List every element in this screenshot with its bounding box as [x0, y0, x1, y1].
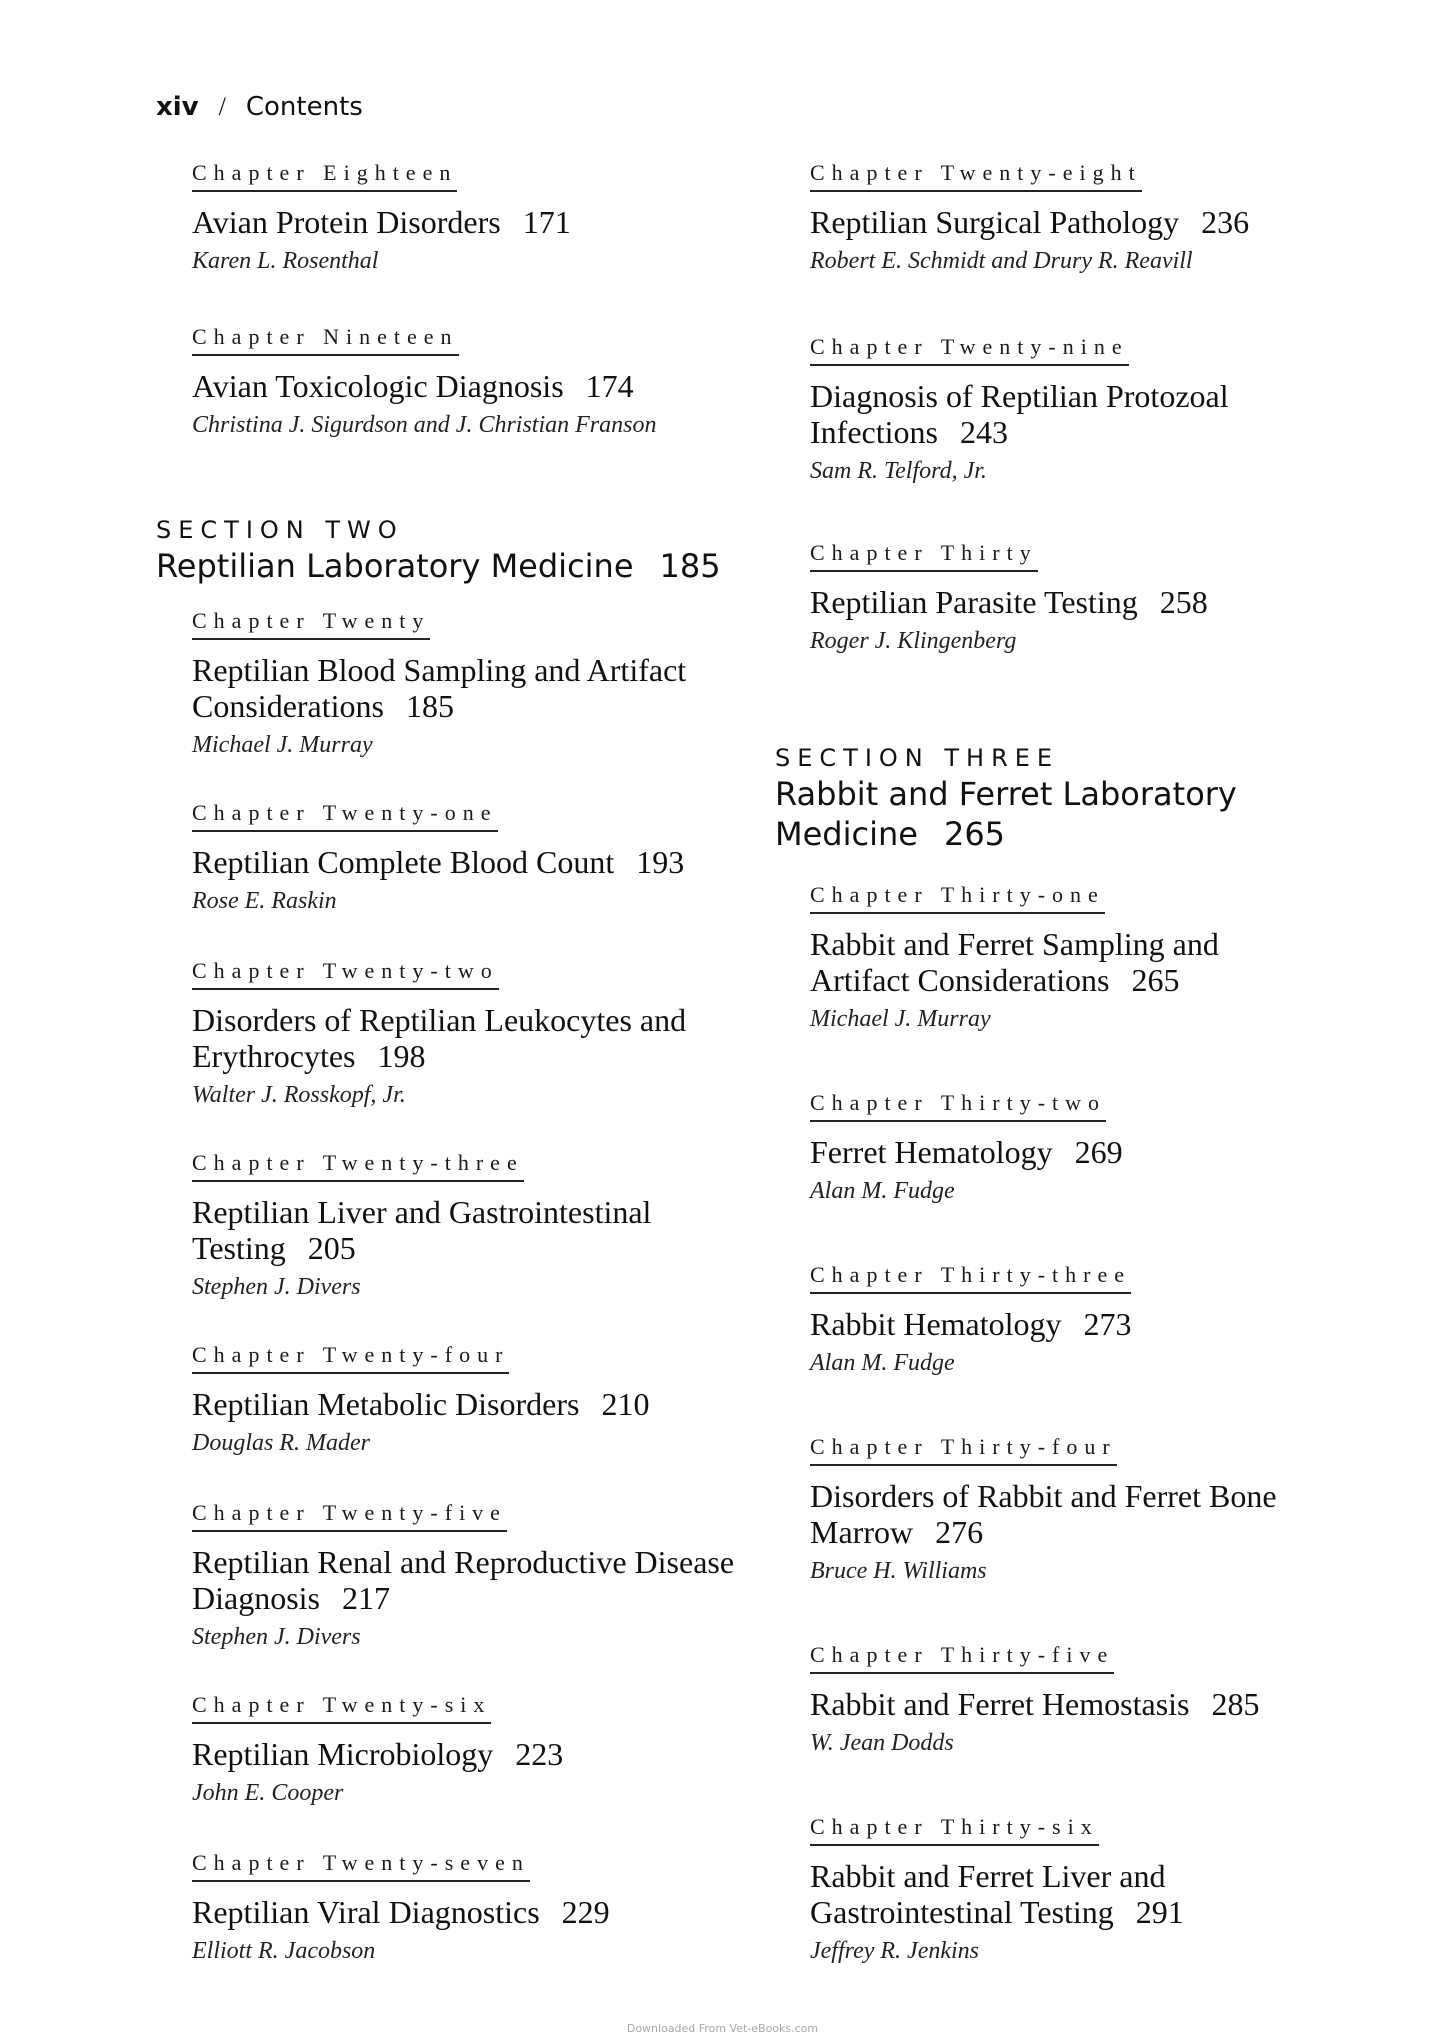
chapter-title[interactable]	[810, 1686, 1390, 1722]
chapter-title-text: Ferret Hematology	[810, 1134, 1053, 1170]
chapter-author: John E. Cooper	[192, 1780, 344, 1806]
chapter-title-text: Reptilian Surgical Pathology	[810, 204, 1180, 240]
chapter-author: Christina J. Sigurdson and J. Christian Franson	[192, 412, 657, 438]
chapter-page-number: 171	[522, 204, 571, 240]
chapter-title[interactable]	[192, 652, 752, 724]
chapter-title-text: Reptilian Microbiology	[192, 1736, 494, 1772]
chapter-label: Chapter Thirty	[810, 540, 1038, 572]
chapter-title[interactable]	[192, 1544, 752, 1616]
chapter-page-number: 243	[959, 414, 1008, 450]
chapter-author: Rose E. Raskin	[192, 888, 337, 914]
chapter-page-number: 205	[307, 1230, 356, 1266]
chapter-author: Elliott R. Jacobson	[192, 1938, 376, 1964]
section-page-number: 185	[659, 547, 721, 585]
section-page-number: 265	[943, 815, 1006, 853]
chapter-title-text: Reptilian Metabolic Disorders	[192, 1386, 580, 1422]
chapter-title[interactable]	[810, 204, 1370, 240]
chapter-author: Alan M. Fudge	[810, 1178, 955, 1204]
chapter-title[interactable]	[192, 1736, 752, 1772]
chapter-page-number: 276	[935, 1514, 984, 1550]
chapter-label: Chapter Thirty-three	[810, 1262, 1131, 1294]
toc-entry	[810, 1434, 1350, 1585]
chapter-label: Chapter Twenty-five	[192, 1500, 507, 1532]
section-heading	[775, 744, 1275, 854]
chapter-author: Alan M. Fudge	[810, 1350, 955, 1376]
chapter-author: Stephen J. Divers	[192, 1274, 361, 1300]
chapter-page-number: 236	[1201, 204, 1250, 240]
chapter-title-text: Reptilian Viral Diagnostics	[192, 1894, 540, 1930]
toc-entry	[810, 1642, 1390, 1757]
chapter-title[interactable]	[192, 204, 752, 240]
chapter-author: Karen L. Rosenthal	[192, 248, 379, 274]
chapter-title[interactable]	[810, 584, 1370, 620]
chapter-label: Chapter Twenty-one	[192, 800, 498, 832]
chapter-author: Michael J. Murray	[810, 1006, 991, 1032]
chapter-title[interactable]	[192, 1894, 752, 1930]
chapter-page-number: 273	[1083, 1306, 1132, 1342]
toc-entry	[192, 160, 752, 275]
chapter-title-text: Diagnosis of Reptilian Protozoal Infections	[810, 378, 1229, 450]
toc-entry	[810, 1090, 1370, 1205]
chapter-title[interactable]	[192, 1194, 752, 1266]
chapter-title[interactable]	[810, 1858, 1270, 1930]
chapter-label: Chapter Eighteen	[192, 160, 457, 192]
section-heading	[156, 516, 756, 586]
chapter-page-number: 265	[1131, 962, 1180, 998]
section-title-text: Rabbit and Ferret Laboratory Medicine	[775, 775, 1237, 853]
toc-entry	[810, 540, 1370, 655]
chapter-label: Chapter Twenty-eight	[810, 160, 1142, 192]
chapter-page-number: 285	[1211, 1686, 1260, 1722]
chapter-title-text: Disorders of Rabbit and Ferret Bone Marrow	[810, 1478, 1277, 1550]
chapter-author: Roger J. Klingenberg	[810, 628, 1017, 654]
toc-entry	[192, 1150, 752, 1301]
chapter-page-number: 223	[515, 1736, 564, 1772]
chapter-page-number: 185	[405, 688, 454, 724]
toc-entry	[192, 1342, 752, 1457]
chapter-label: Chapter Nineteen	[192, 324, 459, 356]
chapter-label: Chapter Twenty-seven	[192, 1850, 530, 1882]
chapter-title[interactable]	[192, 1002, 752, 1074]
toc-entry	[192, 324, 752, 439]
chapter-label: Chapter Twenty-four	[192, 1342, 509, 1374]
chapter-title[interactable]	[810, 926, 1310, 998]
chapter-page-number: 193	[636, 844, 685, 880]
download-footer: Downloaded From Vet-eBooks.com	[626, 2022, 819, 2035]
toc-entry	[192, 958, 752, 1109]
chapter-author: Sam R. Telford, Jr.	[810, 458, 987, 484]
chapter-title-text: Reptilian Liver and Gastrointestinal Testing	[192, 1194, 652, 1266]
chapter-label: Chapter Twenty	[192, 608, 430, 640]
chapter-title-text: Reptilian Parasite Testing	[810, 584, 1138, 620]
toc-entry	[810, 1262, 1370, 1377]
chapter-title-text: Rabbit Hematology	[810, 1306, 1062, 1342]
chapter-title-text: Rabbit and Ferret Sampling and Artifact Considerations	[810, 926, 1219, 998]
toc-entry	[810, 160, 1370, 275]
running-head	[156, 92, 363, 122]
section-title[interactable]	[775, 774, 1275, 854]
header-separator: /	[218, 92, 226, 121]
chapter-title[interactable]	[810, 1134, 1370, 1170]
chapter-page-number: 198	[377, 1038, 426, 1074]
toc-entry	[192, 1692, 752, 1807]
chapter-title-text: Avian Protein Disorders	[192, 204, 501, 240]
chapter-title-text: Reptilian Renal and Reproductive Disease Diagnosis	[192, 1544, 735, 1616]
chapter-author: W. Jean Dodds	[810, 1730, 954, 1756]
chapter-author: Jeffrey R. Jenkins	[810, 1938, 980, 1964]
chapter-title-text: Rabbit and Ferret Liver and Gastrointestinal Testing	[810, 1858, 1166, 1930]
toc-entry	[192, 1850, 752, 1965]
chapter-title[interactable]	[810, 378, 1310, 450]
chapter-title-text: Rabbit and Ferret Hemostasis	[810, 1686, 1190, 1722]
section-title-text: Reptilian Laboratory Medicine	[156, 547, 634, 585]
chapter-label: Chapter Thirty-six	[810, 1814, 1099, 1846]
chapter-label: Chapter Thirty-one	[810, 882, 1105, 914]
chapter-author: Robert E. Schmidt and Drury R. Reavill	[810, 248, 1193, 274]
chapter-title[interactable]	[810, 1478, 1350, 1550]
chapter-title[interactable]	[192, 368, 752, 404]
chapter-label: Chapter Thirty-four	[810, 1434, 1117, 1466]
chapter-label: Chapter Thirty-two	[810, 1090, 1106, 1122]
chapter-author: Douglas R. Mader	[192, 1430, 370, 1456]
chapter-label: Chapter Twenty-six	[192, 1692, 491, 1724]
chapter-title[interactable]	[192, 1386, 752, 1422]
chapter-page-number: 291	[1135, 1894, 1184, 1930]
section-label: SECTION THREE	[775, 744, 1060, 772]
toc-entry	[810, 1814, 1270, 1965]
section-title[interactable]	[156, 546, 756, 586]
toc-entry	[192, 608, 752, 759]
chapter-title-text: Disorders of Reptilian Leukocytes and Erythrocytes	[192, 1002, 687, 1074]
toc-entry	[810, 882, 1310, 1033]
toc-entry	[192, 800, 752, 915]
chapter-label: Chapter Twenty-two	[192, 958, 499, 990]
chapter-author: Walter J. Rosskopf, Jr.	[192, 1082, 406, 1108]
chapter-label: Chapter Twenty-three	[192, 1150, 524, 1182]
chapter-page-number: 269	[1074, 1134, 1123, 1170]
toc-entry	[810, 334, 1310, 485]
chapter-title-text: Reptilian Blood Sampling and Artifact Considerations	[192, 652, 687, 724]
chapter-author: Bruce H. Williams	[810, 1558, 987, 1584]
chapter-author: Michael J. Murray	[192, 732, 373, 758]
toc-entry	[192, 1500, 752, 1651]
running-title: Contents	[245, 92, 363, 122]
chapter-title-text: Avian Toxicologic Diagnosis	[192, 368, 564, 404]
section-label: SECTION TWO	[156, 516, 404, 544]
chapter-page-number: 217	[342, 1580, 390, 1616]
chapter-title[interactable]	[192, 844, 752, 880]
chapter-page-number: 210	[601, 1386, 650, 1422]
chapter-page-number: 229	[561, 1894, 610, 1930]
chapter-label: Chapter Twenty-nine	[810, 334, 1129, 366]
page-number: xiv	[156, 92, 199, 122]
chapter-title[interactable]	[810, 1306, 1370, 1342]
chapter-label: Chapter Thirty-five	[810, 1642, 1114, 1674]
chapter-page-number: 174	[585, 368, 634, 404]
chapter-page-number: 258	[1159, 584, 1208, 620]
chapter-author: Stephen J. Divers	[192, 1624, 361, 1650]
chapter-title-text: Reptilian Complete Blood Count	[192, 844, 615, 880]
